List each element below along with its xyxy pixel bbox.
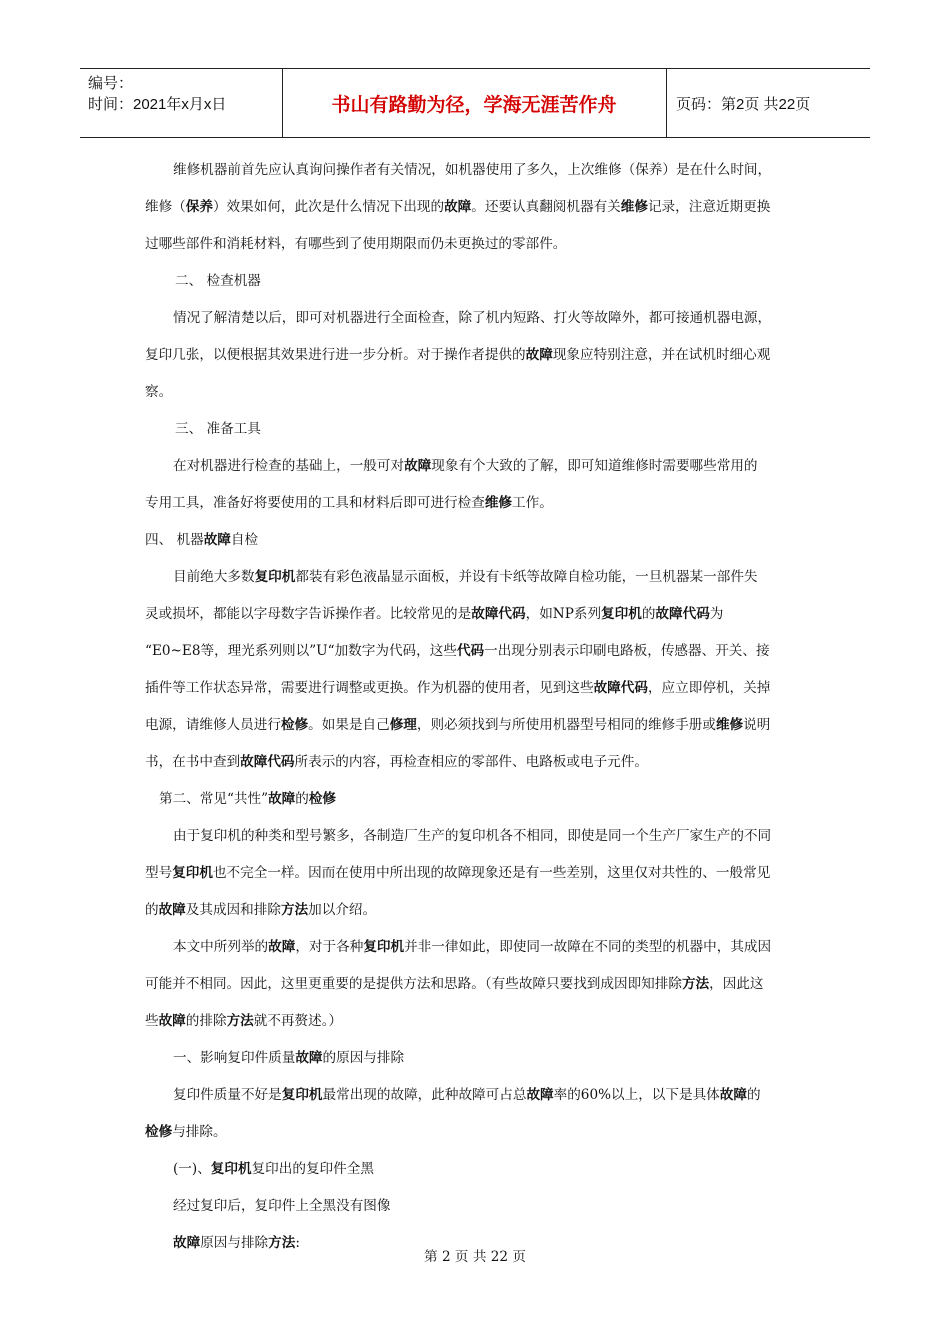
bold-keyword: 维修 xyxy=(484,495,513,511)
text-run: ，则必须找到与所使用机器型号相同的维修手册或 xyxy=(416,717,716,733)
paragraph-line xyxy=(145,559,807,596)
text-run: 情况了解清楚以后，即可对机器进行全面检查，除了机内短路、打火等故障外，都可接通机器电源， xyxy=(173,310,772,326)
text-run: 书，在书中查到 xyxy=(145,754,241,770)
text-run: 复印件质量不好是 xyxy=(173,1087,282,1103)
paragraph-line xyxy=(145,337,807,374)
header-page-label: 页码：第2页 共22页 xyxy=(676,95,811,113)
text-run: 所表示的内容，再检查相应的零部件、电路板或电子元件。 xyxy=(294,754,648,770)
bold-keyword: 检修 xyxy=(280,717,309,733)
paragraph-line xyxy=(145,1040,807,1077)
paragraph-line xyxy=(145,744,807,781)
paragraph-line xyxy=(145,633,807,670)
text-run: 原因与排除 xyxy=(200,1235,269,1251)
text-run: 复印几张，以便根据其效果进行进一步分析。对于操作者提供的 xyxy=(145,347,526,363)
paragraph-line xyxy=(145,596,807,633)
paragraph-line xyxy=(145,226,807,263)
text-run: 的排除 xyxy=(185,1013,227,1029)
bold-keyword: 复印机 xyxy=(601,606,642,622)
text-run: 本文中所列举的 xyxy=(173,939,269,955)
bold-keyword: 修理 xyxy=(389,717,417,733)
text-run: 为 xyxy=(709,606,724,622)
page-footer: 第 2 页 共 22 页 xyxy=(424,1249,526,1265)
bold-keyword: 故障 xyxy=(158,1013,186,1029)
text-run: 。如果是自己 xyxy=(308,717,390,733)
bold-keyword: 故障 xyxy=(173,1235,201,1251)
text-run: 型号 xyxy=(145,865,173,881)
bold-keyword: 保养 xyxy=(185,199,213,215)
text-run: (一)、 xyxy=(173,1161,211,1177)
paragraph-line xyxy=(145,929,807,966)
text-run: ，因此这 xyxy=(709,976,764,992)
text-run: 。还要认真翻阅机器有关 xyxy=(471,199,621,215)
text-run: 过哪些部件和消耗材料，有哪些到了使用期限而仍未更换过的零部件。 xyxy=(145,236,567,252)
bold-keyword: 故障代码 xyxy=(471,606,526,622)
text-run: 一、影响复印件质量 xyxy=(173,1050,296,1066)
paragraph-line xyxy=(145,448,807,485)
paragraph-line xyxy=(145,522,807,559)
text-run: 的 xyxy=(641,606,656,622)
text-run: 的 xyxy=(295,791,309,807)
paragraph-line xyxy=(145,818,807,855)
paragraph-line xyxy=(145,263,807,300)
paragraph-line xyxy=(145,1151,807,1188)
text-run: 些 xyxy=(145,1013,159,1029)
text-run: 察。 xyxy=(145,384,173,400)
text-run: 复印出的复印件全黑 xyxy=(251,1161,374,1177)
paragraph-line xyxy=(145,707,807,744)
text-run: 现象有个大致的了解，即可知道维修时需要哪些常用的 xyxy=(431,458,758,474)
paragraph-line xyxy=(145,855,807,892)
text-run: 就不再赘述。） xyxy=(253,1013,343,1029)
text-run: “E0~E8等，理光系列则以”U“加数字为代码，这些 xyxy=(145,643,457,659)
text-run: 四、 机器 xyxy=(145,532,204,548)
text-run: 第二、常见“共性” xyxy=(159,791,269,807)
text-run: 也不完全一样。因而在使用中所出现的故障现象还是有一些差别，这里仅对共性的、一般常见 xyxy=(212,865,771,881)
bold-keyword: 故障代码 xyxy=(593,680,648,696)
paragraph-line xyxy=(145,1003,807,1040)
bold-keyword: 故障 xyxy=(444,199,472,215)
bold-keyword: 复印机 xyxy=(254,569,296,585)
text-run: 加以介绍。 xyxy=(308,902,377,918)
bold-keyword: 检修 xyxy=(308,791,337,807)
text-run: 可能并不相同。因此，这里更重要的是提供方法和思路。（有些故障只要找到成因即知排除 xyxy=(145,976,682,992)
text-run: 一出现分别表示印刷电路板，传感器、开关、接 xyxy=(484,643,770,659)
text-run: ，对于各种 xyxy=(295,939,364,955)
bold-keyword: 维修 xyxy=(620,199,648,215)
text-run: 二、 检查机器 xyxy=(175,273,261,289)
text-run: 维修（ xyxy=(145,199,186,215)
text-run: 率的60%以上，以下是具体 xyxy=(553,1087,720,1103)
text-run: 由于复印机的种类和型号繁多，各制造厂生产的复印机各不相同，即使是同一个生产厂家生产的不同 xyxy=(173,828,772,844)
bold-keyword: 故障 xyxy=(526,1087,554,1103)
text-run: : xyxy=(295,1235,300,1251)
text-run: 插件等工作状态异常，需要进行调整或更换。作为机器的使用者，见到这些 xyxy=(145,680,594,696)
text-run: 在对机器进行检查的基础上，一般可对 xyxy=(173,458,405,474)
bold-keyword: 故障 xyxy=(525,347,553,363)
paragraph-line xyxy=(145,485,807,522)
serial-label: 编号： xyxy=(88,75,134,92)
time-label: 时间：2021年x月x日 xyxy=(88,96,227,113)
bold-keyword: 方法 xyxy=(268,1235,296,1251)
bold-keyword: 故障 xyxy=(268,939,296,955)
paragraph-line xyxy=(145,374,807,411)
text-run: 自检 xyxy=(230,532,259,548)
paragraph-line xyxy=(145,300,807,337)
text-run: 最常出现的故障，此种故障可占总 xyxy=(322,1087,527,1103)
paragraph-line xyxy=(145,1114,807,1151)
bold-keyword: 故障 xyxy=(295,1050,323,1066)
header-motto: 书山有路勤为径，学海无涯苦作舟 xyxy=(331,93,617,116)
text-run: 经过复印后，复印件上全黑没有图像 xyxy=(173,1198,391,1214)
text-run: 记录，注意近期更换 xyxy=(647,199,771,215)
text-run: ，如NP系列 xyxy=(525,606,602,622)
bold-keyword: 复印机 xyxy=(363,939,405,955)
text-run: 灵或损坏，都能以字母数字告诉操作者。比较常见的是 xyxy=(145,606,472,622)
header-meta xyxy=(88,73,226,115)
bold-keyword: 复印机 xyxy=(210,1161,252,1177)
bold-keyword: 检修 xyxy=(145,1124,173,1140)
text-run: 说明 xyxy=(743,717,771,733)
text-run: 专用工具，准备好将要使用的工具和材料后即可进行检查 xyxy=(145,495,485,511)
text-run: 与排除。 xyxy=(172,1124,227,1140)
paragraph-line xyxy=(145,670,807,707)
paragraph-line xyxy=(145,892,807,929)
paragraph-line xyxy=(145,411,807,448)
bold-keyword: 故障代码 xyxy=(240,754,295,770)
text-run: 目前绝大多数 xyxy=(173,569,255,585)
text-run: 电源，请维修人员进行 xyxy=(145,717,281,733)
text-run: 现象应特别注意，并在试机时细心观 xyxy=(552,347,771,363)
paragraph-line xyxy=(145,1188,807,1225)
text-run: 工作。 xyxy=(512,495,553,511)
text-run: 三、 准备工具 xyxy=(175,421,261,437)
bold-keyword: 故障 xyxy=(268,791,296,807)
paragraph-line xyxy=(145,189,807,226)
bold-keyword: 维修 xyxy=(715,717,744,733)
bold-keyword: 方法 xyxy=(681,976,710,992)
text-run: 的原因与排除 xyxy=(322,1050,405,1066)
bold-keyword: 复印机 xyxy=(281,1087,323,1103)
bold-keyword: 故障代码 xyxy=(655,606,710,622)
paragraph-line xyxy=(145,1077,807,1114)
text-run: ）效果如何，此次是什么情况下出现的 xyxy=(212,199,445,215)
text-run: 的 xyxy=(746,1087,761,1103)
bold-keyword: 故障 xyxy=(719,1087,747,1103)
paragraph-line xyxy=(145,781,807,818)
bold-keyword: 故障 xyxy=(203,532,231,548)
text-run: 并非一律如此，即使同一故障在不同的类型的机器中，其成因 xyxy=(404,939,772,955)
bold-keyword: 代码 xyxy=(456,643,485,659)
text-run: 的 xyxy=(145,902,159,918)
bold-keyword: 故障 xyxy=(404,458,432,474)
bold-keyword: 方法 xyxy=(280,902,309,918)
page-header xyxy=(80,68,870,138)
text-run: 维修机器前首先应认真询问操作者有关情况，如机器使用了多久，上次维修（保养）是在什么时间， xyxy=(173,162,772,178)
text-run: 及其成因和排除 xyxy=(185,902,281,918)
paragraph-line xyxy=(145,966,807,1003)
text-run: 都装有彩色液晶显示面板，并设有卡纸等故障自检功能，一旦机器某一部件失 xyxy=(295,569,758,585)
text-run: ，应立即停机，关掉 xyxy=(647,680,771,696)
document-body xyxy=(145,152,807,1262)
bold-keyword: 复印机 xyxy=(172,865,213,881)
paragraph-line xyxy=(145,152,807,189)
bold-keyword: 方法 xyxy=(226,1013,254,1029)
bold-keyword: 故障 xyxy=(158,902,186,918)
